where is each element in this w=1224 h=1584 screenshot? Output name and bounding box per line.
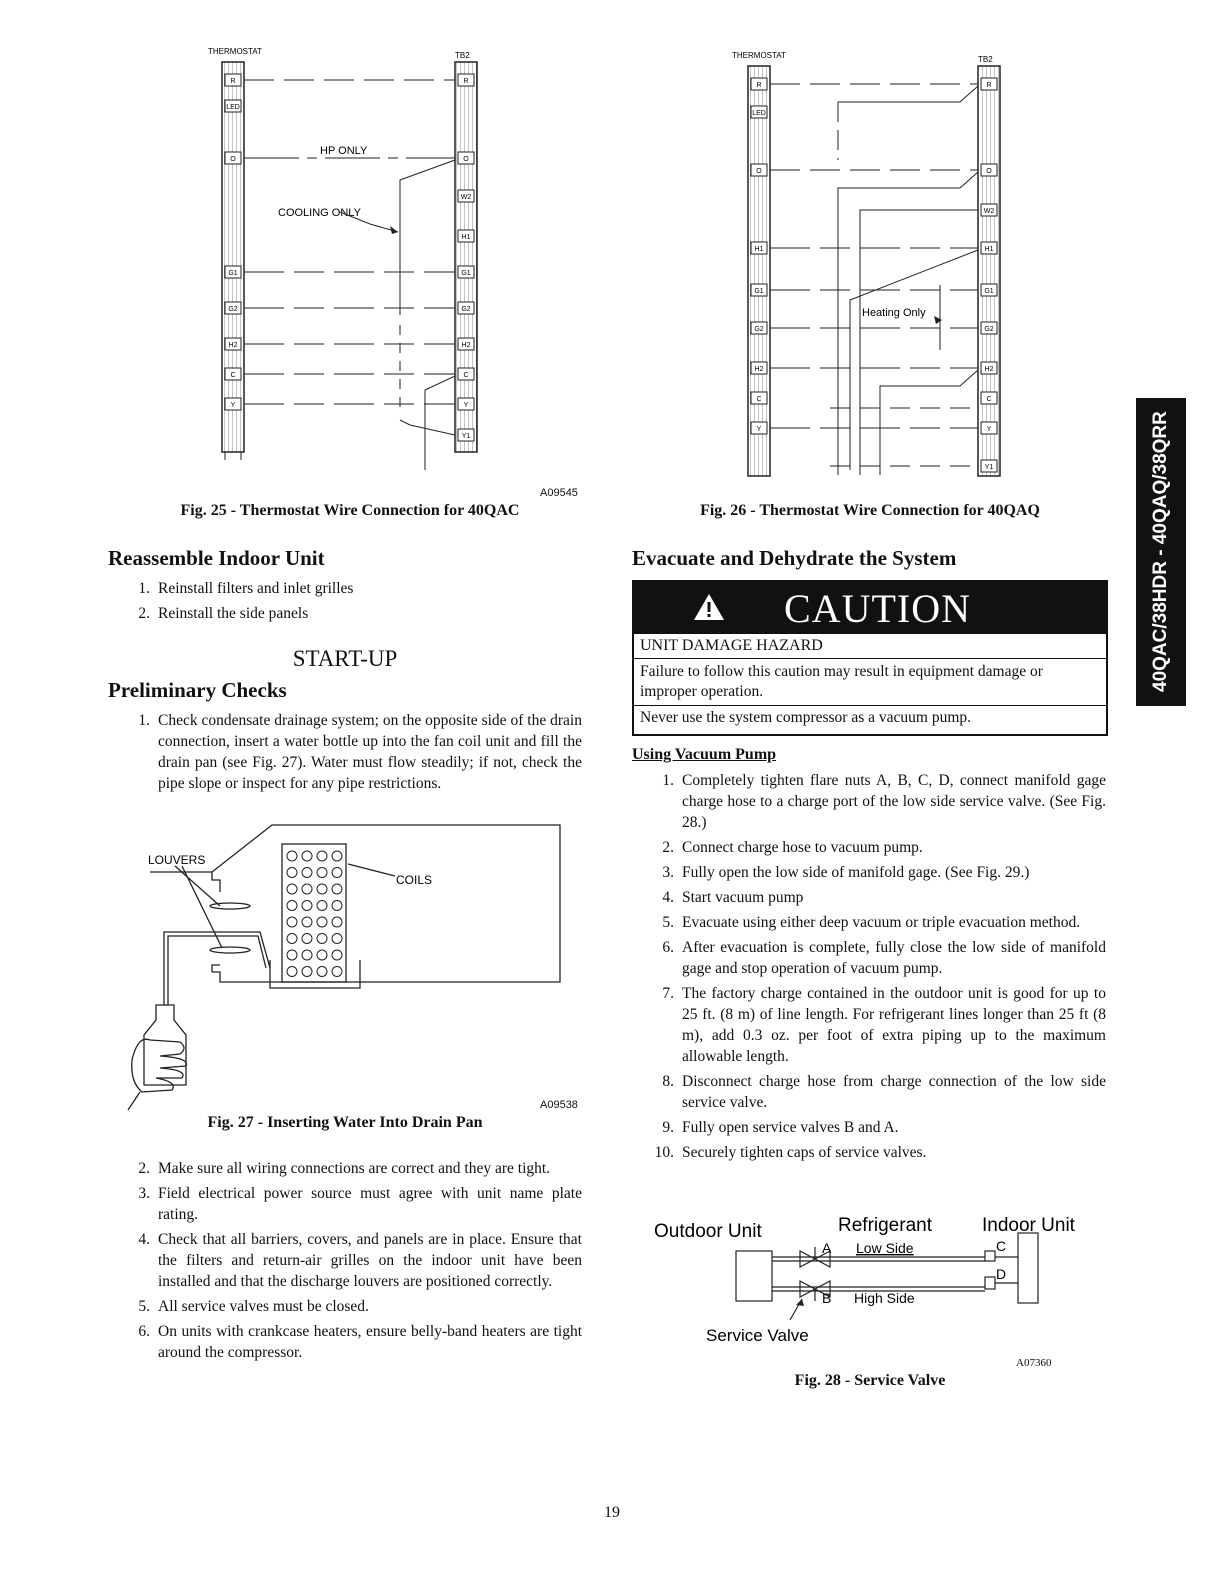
coil-tube [287,901,297,911]
fig26-tb2-terminal-label: Y1 [984,464,994,471]
fig25-diagram [200,40,590,490]
fig28-indoor-unit [1018,1233,1038,1303]
fig28-diagram [640,1205,1090,1355]
vacuum-pump-subheading: Using Vacuum Pump [632,746,777,763]
fig27-caption: Fig. 27 - Inserting Water Into Drain Pan [207,1114,483,1131]
coil-tube [317,950,327,960]
fig28-a-label: A [822,1240,832,1256]
fig25-tb2-label: TB2 [455,51,470,60]
fig26-tb2-terminal-label: G1 [984,288,994,295]
fig28-b-label: B [822,1290,832,1306]
list-item: 4. Check that all barriers, covers, and panels are in place. Ensure that the filters and return-air grilles on the indoor unit have been installed and that the discharge louvers are positioned correctly. [138,1231,582,1290]
side-tab: 40QAC/38HDR - 40QAQ/38QRR [1136,398,1186,706]
coil-tube [302,934,312,944]
coil-tube [332,884,342,894]
fig26-thermostat-terminal-label: G1 [754,288,764,295]
startup-list [108,1158,582,1367]
coil-tube [287,868,297,878]
fig26-tb2-terminal-label: O [986,168,992,175]
coil-tube [287,917,297,927]
list-item: 2. Reinstall the side panels [138,605,309,622]
fig28-refrigerant-label: Refrigerant [838,1215,932,1236]
coil-tube [332,917,342,927]
fig26-tb2-terminal-label: R [986,82,992,89]
coil-tube [332,851,342,861]
fig26-wires [770,84,978,475]
fig26-tb2-terminal-label: C [986,396,992,403]
coil-tube [287,884,297,894]
coil-tube [302,901,312,911]
fig25-tb2-terminal-label: R [463,78,469,85]
fig27-unit-outline [150,825,560,982]
fig25-thermostat-terminal-label: R [230,78,236,85]
coil-tube [317,884,327,894]
caution-text2: Never use the system compressor as a vacuum pump. [640,709,972,726]
caution-box [632,580,1108,736]
fig25-tb2-terminal-label: O [463,156,469,163]
fig28-low-side-label: Low Side [856,1240,914,1256]
fig26-thermostat-strip [748,66,770,476]
fig28-high-side-label: High Side [854,1290,915,1306]
fig26-tb2-terminal-label: H1 [984,246,994,253]
coil-tube [317,901,327,911]
list-item: 9. Fully open service valves B and A. [662,1119,899,1136]
fig26-tb2-strip [978,66,1000,476]
list-item: 1. Check condensate drainage system; on the opposite side of the drain connection, insert a water bottle up into the fan coil unit and fill the drain pan (see Fig. 27). Water must flow steadily; if not, check the pipe slope or inspect for any pipe restrictions. [138,712,582,792]
coil-tube [317,917,327,927]
fig28-d-label: D [996,1266,1007,1282]
fig26-svg [730,40,1020,490]
list-item: 6. On units with crankcase heaters, ensure belly-band heaters are tight around the compressor. [138,1323,582,1361]
fig25-tb2-terminal-label: W2 [460,194,472,201]
coil-tube [332,967,342,977]
fig28-outdoor-label: Outdoor Unit [654,1221,762,1242]
fig26-thermostat-label: THERMOSTAT [732,51,786,60]
fig25-thermostat-terminal-label: G2 [228,306,238,313]
fig25-tb2-terminal-label: H1 [461,234,471,241]
list-item: 2. Connect charge hose to vacuum pump. [662,839,923,856]
fig26-thermostat-terminal-label: R [756,82,762,89]
fig27-code: A09538 [540,1099,578,1111]
fig25-tb2-terminal-label: Y1 [461,433,471,440]
fig27-hand [132,1039,187,1092]
fig27-diagram [120,820,570,1110]
list-item: 3. Field electrical power source must agree with unit name plate rating. [138,1185,582,1223]
fig25-thermostat-terminal-label: LED [226,104,240,111]
fig25-thermostat-terminal-label: Y [230,402,236,409]
fig26-heating-only-label: Heating Only [862,307,926,319]
coil-tube [317,967,327,977]
list-item: 3. Fully open the low side of manifold gage. (See Fig. 29.) [662,864,1030,881]
fig26-tb2-terminal-label: W2 [983,208,995,215]
coil-tube [302,868,312,878]
coil-tube [287,851,297,861]
coil-tube [317,851,327,861]
fig25-tb2-terminal-label: Y [463,402,469,409]
startup-heading: START-UP [292,646,398,671]
list-item: 5. Evacuate using either deep vacuum or triple evacuation method. [662,914,1081,931]
fig27-coils-label: COILS [396,873,433,887]
reassemble-list [108,578,582,628]
fig25-thermostat-strip [222,62,244,452]
coil-tube [332,934,342,944]
fig26-tb2-terminal-label: H2 [984,366,994,373]
fig26-caption: Fig. 26 - Thermostat Wire Connection for 40QAQ [700,502,1040,519]
fig26-diagram [730,40,1020,490]
fig25-thermostat-terminal-label: O [230,156,236,163]
warning-triangle-icon [692,585,732,632]
fig27-bottle [144,1005,186,1085]
fig25-code: A09545 [540,487,578,499]
fig28-caption: Fig. 28 - Service Valve [794,1372,946,1389]
fig26-thermostat-terminal-label: H1 [754,246,764,253]
caution-hazard: UNIT DAMAGE HAZARD [634,634,1106,659]
list-item: 4. Start vacuum pump [662,889,804,906]
coil-tube [287,950,297,960]
coil-tube [332,868,342,878]
coil-tube [302,851,312,861]
coil-tube [302,884,312,894]
coil-tube [332,901,342,911]
fig25-tb2-terminal-label: C [463,372,469,379]
fig28-code: A07360 [1016,1357,1052,1369]
preliminary-heading: Preliminary Checks [108,678,287,702]
fig28-svg [640,1205,1090,1355]
fig25-thermostat-terminal-label: C [230,372,236,379]
fig25-thermostat-label: THERMOSTAT [208,47,262,56]
caution-header [634,582,1106,634]
fig25-svg [200,40,590,490]
list-item: 7. The factory charge contained in the outdoor unit is good for up to 25 ft. (8 m) of line length. For refrigerant lines longer than 25 ft (8 m), add 0.3 oz. per foot of extra piping up to the maximum allowable length. [662,985,1106,1065]
evacuate-list [632,770,1106,1167]
fig25-tb2-strip [455,62,477,452]
list-item: 6. After evacuation is complete, fully close the low side of manifold gage and stop operation of vacuum pump. [662,939,1106,977]
fig25-hp-only-label: HP ONLY [320,145,368,157]
list-item: 2. Make sure all wiring connections are correct and they are tight. [138,1160,551,1177]
fig26-tb2-label: TB2 [978,55,993,64]
fig25-cooling-only-label: COOLING ONLY [278,207,361,219]
fig27-louvers-label: LOUVERS [148,853,206,867]
fig27-coil-block [282,844,346,982]
fig25-thermostat-terminal-label: H2 [228,342,238,349]
fig25-wires [244,80,455,470]
fig26-tb2-terminal-label: G2 [984,326,994,333]
coil-tube [287,967,297,977]
list-item: 1. Completely tighten flare nuts A, B, C, D, connect manifold gage charge hose to a charge port of the low side service valve. (See Fig. 28.) [662,772,1106,831]
coil-tube [332,950,342,960]
fig26-thermostat-terminal-label: G2 [754,326,764,333]
fig25-caption: Fig. 25 - Thermostat Wire Connection for 40QAC [180,502,520,519]
fig25-tb2-terminal-label: G2 [461,306,471,313]
fig28-service-valve-label: Service Valve [706,1326,809,1345]
fig27-svg [120,820,570,1110]
list-item: 10. Securely tighten caps of service valves. [654,1144,927,1161]
list-item: 1. Reinstall filters and inlet grilles [138,580,354,597]
fig26-thermostat-terminal-label: O [756,168,762,175]
fig28-indoor-label: Indoor Unit [982,1215,1075,1236]
fig26-thermostat-terminal-label: C [756,396,762,403]
fig26-thermostat-terminal-label: LED [752,110,766,117]
caution-title: CAUTION [784,585,971,631]
fig25-tb2-terminal-label: H2 [461,342,471,349]
evacuate-heading: Evacuate and Dehydrate the System [632,546,957,570]
fig26-thermostat-terminal-label: H2 [754,366,764,373]
fig28-outdoor-unit [736,1251,772,1301]
coil-tube [317,868,327,878]
preliminary-item1-list [108,710,582,798]
caution-text1: Failure to follow this caution may result in equipment damage or improper operation. [634,659,1106,706]
fig26-thermostat-terminal-label: Y [756,426,762,433]
coil-tube [302,967,312,977]
coil-tube [317,934,327,944]
fig28-c-label: C [996,1238,1007,1254]
fig25-thermostat-terminal-label: G1 [228,270,238,277]
coil-tube [302,950,312,960]
reassemble-heading: Reassemble Indoor Unit [108,546,325,570]
list-item: 8. Disconnect charge hose from charge connection of the low side service valve. [662,1073,1106,1111]
page-number: 19 [604,1504,620,1521]
coil-tube [302,917,312,927]
list-item: 5. All service valves must be closed. [138,1298,369,1315]
fig25-tb2-terminal-label: G1 [461,270,471,277]
coil-tube [287,934,297,944]
fig26-tb2-terminal-label: Y [986,426,992,433]
